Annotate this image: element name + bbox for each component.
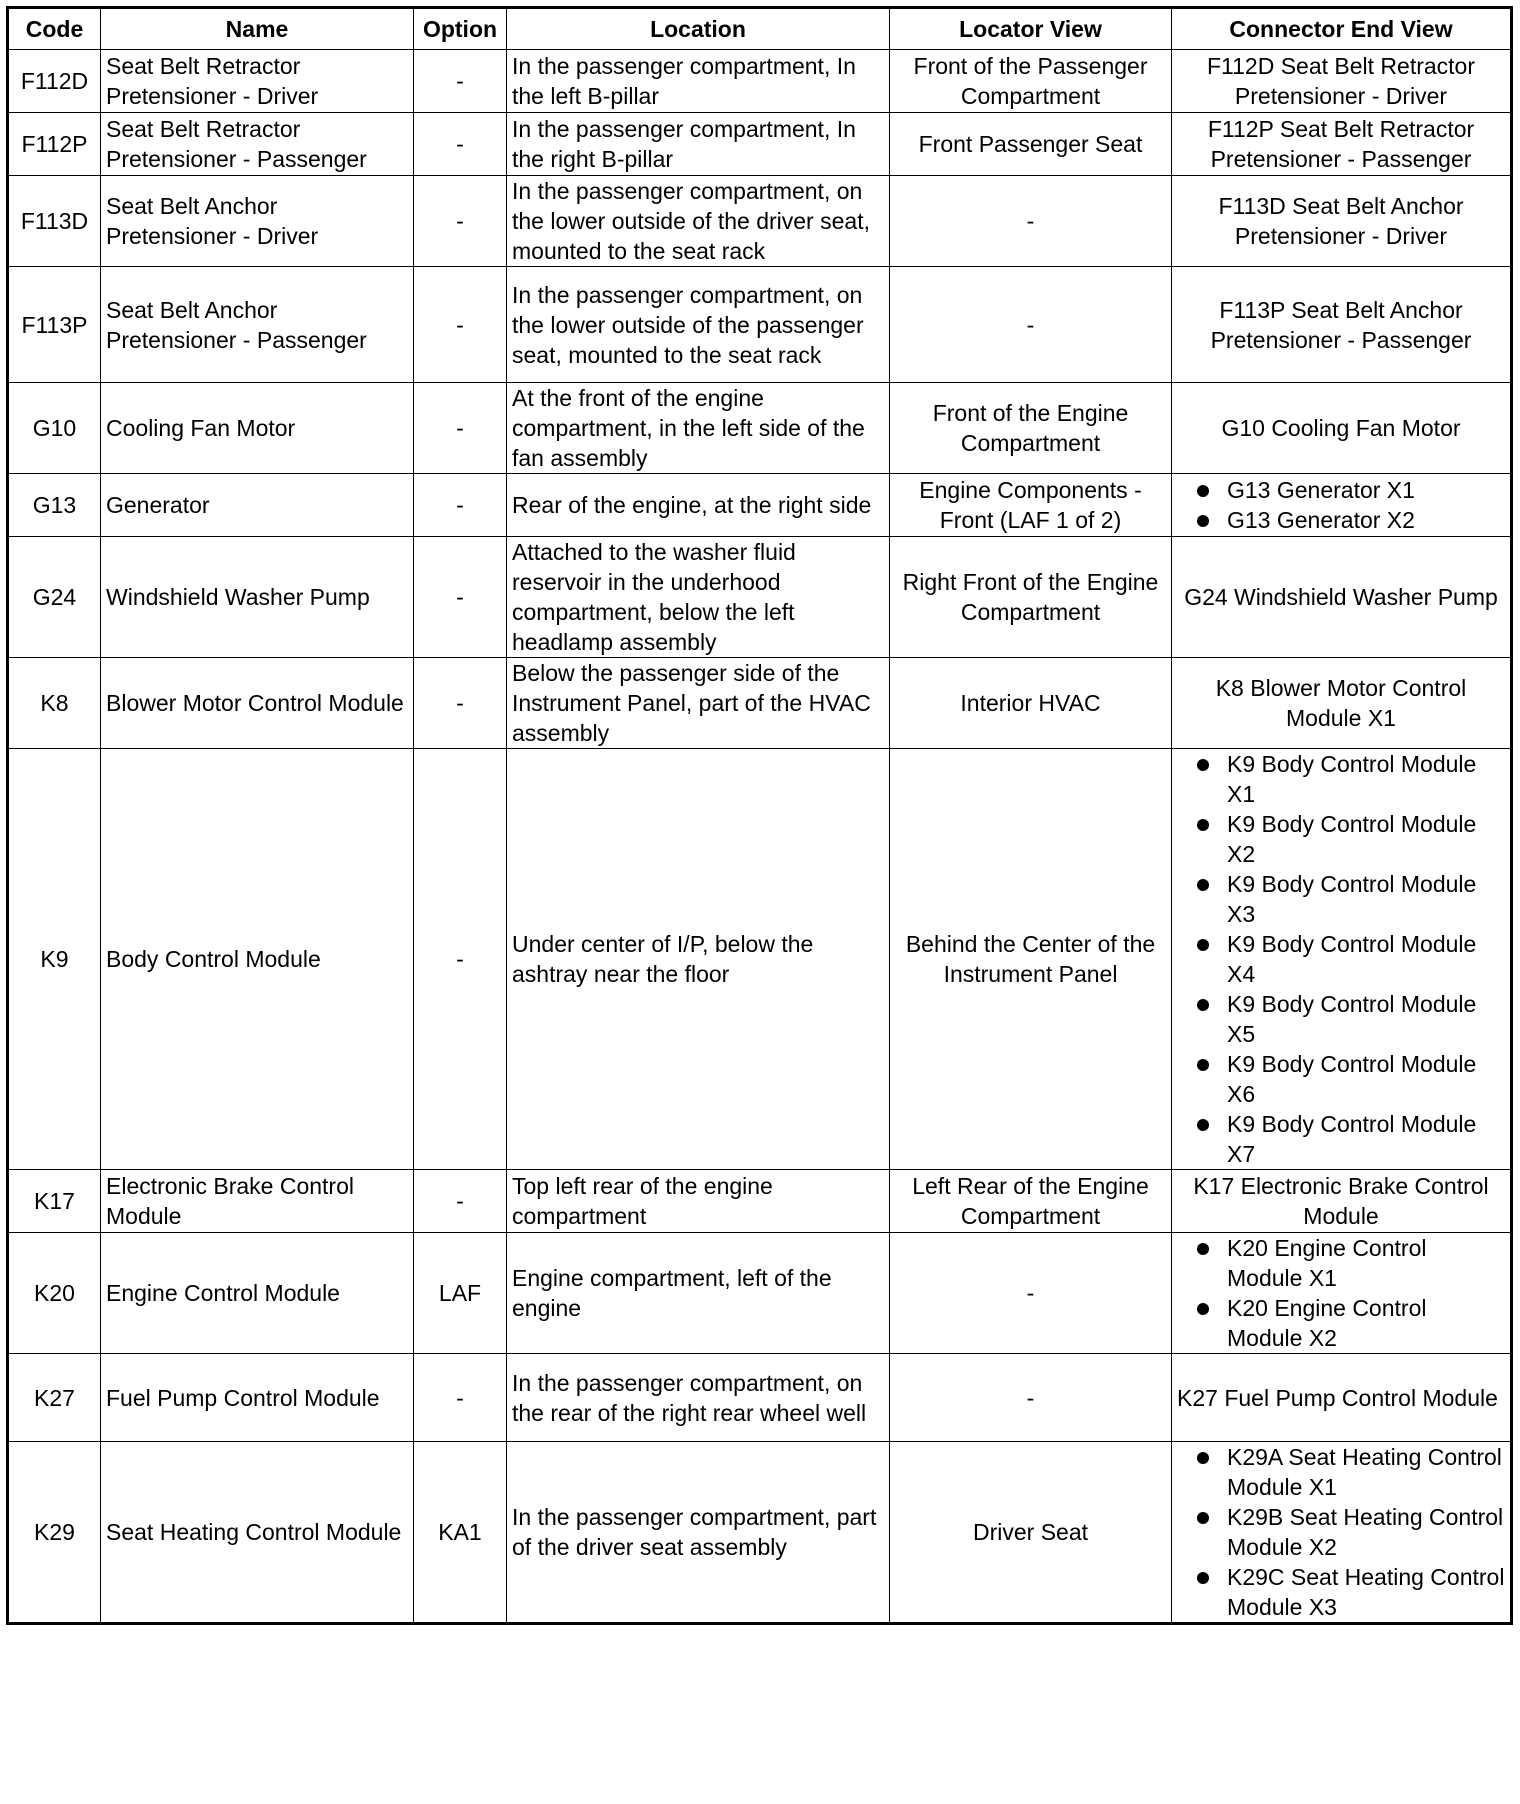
cell-option: - xyxy=(414,113,507,176)
cell-option: - xyxy=(414,474,507,537)
table-row xyxy=(8,176,1512,267)
table-row xyxy=(8,749,1512,1170)
cell-option: LAF xyxy=(414,1233,507,1354)
cell-locator-view: - xyxy=(890,176,1172,267)
cell-option: - xyxy=(414,383,507,474)
cell-location: In the passenger compartment, on the lower outside of the driver seat, mounted to the seat rack xyxy=(507,176,890,267)
cell-location: In the passenger compartment, In the left B-pillar xyxy=(507,50,890,113)
cell-code: F112D xyxy=(8,50,101,113)
cell-locator-view: Driver Seat xyxy=(890,1442,1172,1624)
connector-list-item: G13 Generator X2 xyxy=(1177,505,1505,535)
cell-name: Generator xyxy=(101,474,414,537)
header-location: Location xyxy=(507,8,890,50)
table-row xyxy=(8,1170,1512,1233)
cell-name: Seat Belt Anchor Pretensioner - Driver xyxy=(101,176,414,267)
table-row xyxy=(8,267,1512,383)
cell-locator-view: Right Front of the Engine Compartment xyxy=(890,537,1172,658)
cell-name: Seat Heating Control Module xyxy=(101,1442,414,1624)
table-row xyxy=(8,50,1512,113)
cell-option: - xyxy=(414,749,507,1170)
cell-connector-end-view: F113P Seat Belt Anchor Pretensioner - Passenger xyxy=(1172,267,1512,383)
cell-option: - xyxy=(414,537,507,658)
connector-list-item: K9 Body Control Module X3 xyxy=(1177,869,1505,929)
connector-list-item: K20 Engine Control Module X2 xyxy=(1177,1293,1505,1353)
header-option: Option xyxy=(414,8,507,50)
cell-code: G13 xyxy=(8,474,101,537)
cell-location: Rear of the engine, at the right side xyxy=(507,474,890,537)
connector-list-item: K9 Body Control Module X5 xyxy=(1177,989,1505,1049)
cell-locator-view: - xyxy=(890,1233,1172,1354)
table-row xyxy=(8,1442,1512,1624)
connector-list-item: K20 Engine Control Module X1 xyxy=(1177,1233,1505,1293)
table-row xyxy=(8,1233,1512,1354)
cell-option: - xyxy=(414,176,507,267)
cell-code: K17 xyxy=(8,1170,101,1233)
cell-name: Body Control Module xyxy=(101,749,414,1170)
header-locator-view: Locator View xyxy=(890,8,1172,50)
connector-list-item: K9 Body Control Module X6 xyxy=(1177,1049,1505,1109)
connector-list xyxy=(1177,749,1505,1169)
cell-code: G24 xyxy=(8,537,101,658)
cell-locator-view: - xyxy=(890,1354,1172,1442)
cell-location: Below the passenger side of the Instrument Panel, part of the HVAC assembly xyxy=(507,658,890,749)
cell-connector-end-view xyxy=(1172,1233,1512,1354)
cell-name: Electronic Brake Control Module xyxy=(101,1170,414,1233)
table-row xyxy=(8,537,1512,658)
header-name: Name xyxy=(101,8,414,50)
cell-location: Under center of I/P, below the ashtray near the floor xyxy=(507,749,890,1170)
cell-option: KA1 xyxy=(414,1442,507,1624)
cell-locator-view: Front Passenger Seat xyxy=(890,113,1172,176)
cell-connector-end-view: K8 Blower Motor Control Module X1 xyxy=(1172,658,1512,749)
cell-locator-view: - xyxy=(890,267,1172,383)
header-connector-end-view: Connector End View xyxy=(1172,8,1512,50)
cell-option: - xyxy=(414,1354,507,1442)
table-row xyxy=(8,1354,1512,1442)
cell-code: K9 xyxy=(8,749,101,1170)
cell-locator-view: Front of the Engine Compartment xyxy=(890,383,1172,474)
cell-connector-end-view: K17 Electronic Brake Control Module xyxy=(1172,1170,1512,1233)
cell-name: Seat Belt Retractor Pretensioner - Passenger xyxy=(101,113,414,176)
component-locator-table xyxy=(6,6,1513,1625)
cell-name: Windshield Washer Pump xyxy=(101,537,414,658)
cell-connector-end-view: F112D Seat Belt Retractor Pretensioner - Driver xyxy=(1172,50,1512,113)
cell-connector-end-view: F113D Seat Belt Anchor Pretensioner - Driver xyxy=(1172,176,1512,267)
header-code: Code xyxy=(8,8,101,50)
cell-location: In the passenger compartment, part of the driver seat assembly xyxy=(507,1442,890,1624)
cell-connector-end-view xyxy=(1172,474,1512,537)
cell-code: F113D xyxy=(8,176,101,267)
connector-list xyxy=(1177,1442,1505,1622)
cell-location: In the passenger compartment, on the rear of the right rear wheel well xyxy=(507,1354,890,1442)
cell-code: K27 xyxy=(8,1354,101,1442)
cell-code: K20 xyxy=(8,1233,101,1354)
connector-list-item: K9 Body Control Module X1 xyxy=(1177,749,1505,809)
cell-option: - xyxy=(414,1170,507,1233)
cell-connector-end-view: G10 Cooling Fan Motor xyxy=(1172,383,1512,474)
connector-list-item: K29B Seat Heating Control Module X2 xyxy=(1177,1502,1505,1562)
cell-locator-view: Interior HVAC xyxy=(890,658,1172,749)
connector-list-item: K29C Seat Heating Control Module X3 xyxy=(1177,1562,1505,1622)
connector-list-item: G13 Generator X1 xyxy=(1177,475,1505,505)
connector-list-item: K9 Body Control Module X4 xyxy=(1177,929,1505,989)
cell-name: Fuel Pump Control Module xyxy=(101,1354,414,1442)
cell-option: - xyxy=(414,267,507,383)
cell-location: In the passenger compartment, In the right B-pillar xyxy=(507,113,890,176)
table-row xyxy=(8,113,1512,176)
cell-connector-end-view: F112P Seat Belt Retractor Pretensioner - Passenger xyxy=(1172,113,1512,176)
cell-connector-end-view xyxy=(1172,749,1512,1170)
table-row xyxy=(8,658,1512,749)
cell-code: F113P xyxy=(8,267,101,383)
cell-locator-view: Behind the Center of the Instrument Panel xyxy=(890,749,1172,1170)
cell-name: Seat Belt Retractor Pretensioner - Driver xyxy=(101,50,414,113)
cell-code: F112P xyxy=(8,113,101,176)
table-body xyxy=(8,50,1512,1624)
cell-location: Attached to the washer fluid reservoir in the underhood compartment, below the left headlamp assembly xyxy=(507,537,890,658)
connector-list-item: K9 Body Control Module X2 xyxy=(1177,809,1505,869)
connector-list xyxy=(1177,475,1505,535)
cell-option: - xyxy=(414,658,507,749)
cell-locator-view: Left Rear of the Engine Compartment xyxy=(890,1170,1172,1233)
connector-list-item: K9 Body Control Module X7 xyxy=(1177,1109,1505,1169)
cell-name: Blower Motor Control Module xyxy=(101,658,414,749)
connector-list-item: K29A Seat Heating Control Module X1 xyxy=(1177,1442,1505,1502)
cell-code: K29 xyxy=(8,1442,101,1624)
header-row xyxy=(8,8,1512,50)
table-row xyxy=(8,474,1512,537)
connector-list xyxy=(1177,1233,1505,1353)
cell-name: Cooling Fan Motor xyxy=(101,383,414,474)
cell-location: Engine compartment, left of the engine xyxy=(507,1233,890,1354)
cell-location: Top left rear of the engine compartment xyxy=(507,1170,890,1233)
cell-locator-view: Front of the Passenger Compartment xyxy=(890,50,1172,113)
cell-location: At the front of the engine compartment, in the left side of the fan assembly xyxy=(507,383,890,474)
cell-connector-end-view: G24 Windshield Washer Pump xyxy=(1172,537,1512,658)
cell-name: Engine Control Module xyxy=(101,1233,414,1354)
cell-code: G10 xyxy=(8,383,101,474)
table-row xyxy=(8,383,1512,474)
cell-connector-end-view: K27 Fuel Pump Control Module xyxy=(1172,1354,1512,1442)
cell-name: Seat Belt Anchor Pretensioner - Passenger xyxy=(101,267,414,383)
cell-option: - xyxy=(414,50,507,113)
cell-location: In the passenger compartment, on the lower outside of the passenger seat, mounted to the seat rack xyxy=(507,267,890,383)
cell-locator-view: Engine Components - Front (LAF 1 of 2) xyxy=(890,474,1172,537)
cell-code: K8 xyxy=(8,658,101,749)
cell-connector-end-view xyxy=(1172,1442,1512,1624)
